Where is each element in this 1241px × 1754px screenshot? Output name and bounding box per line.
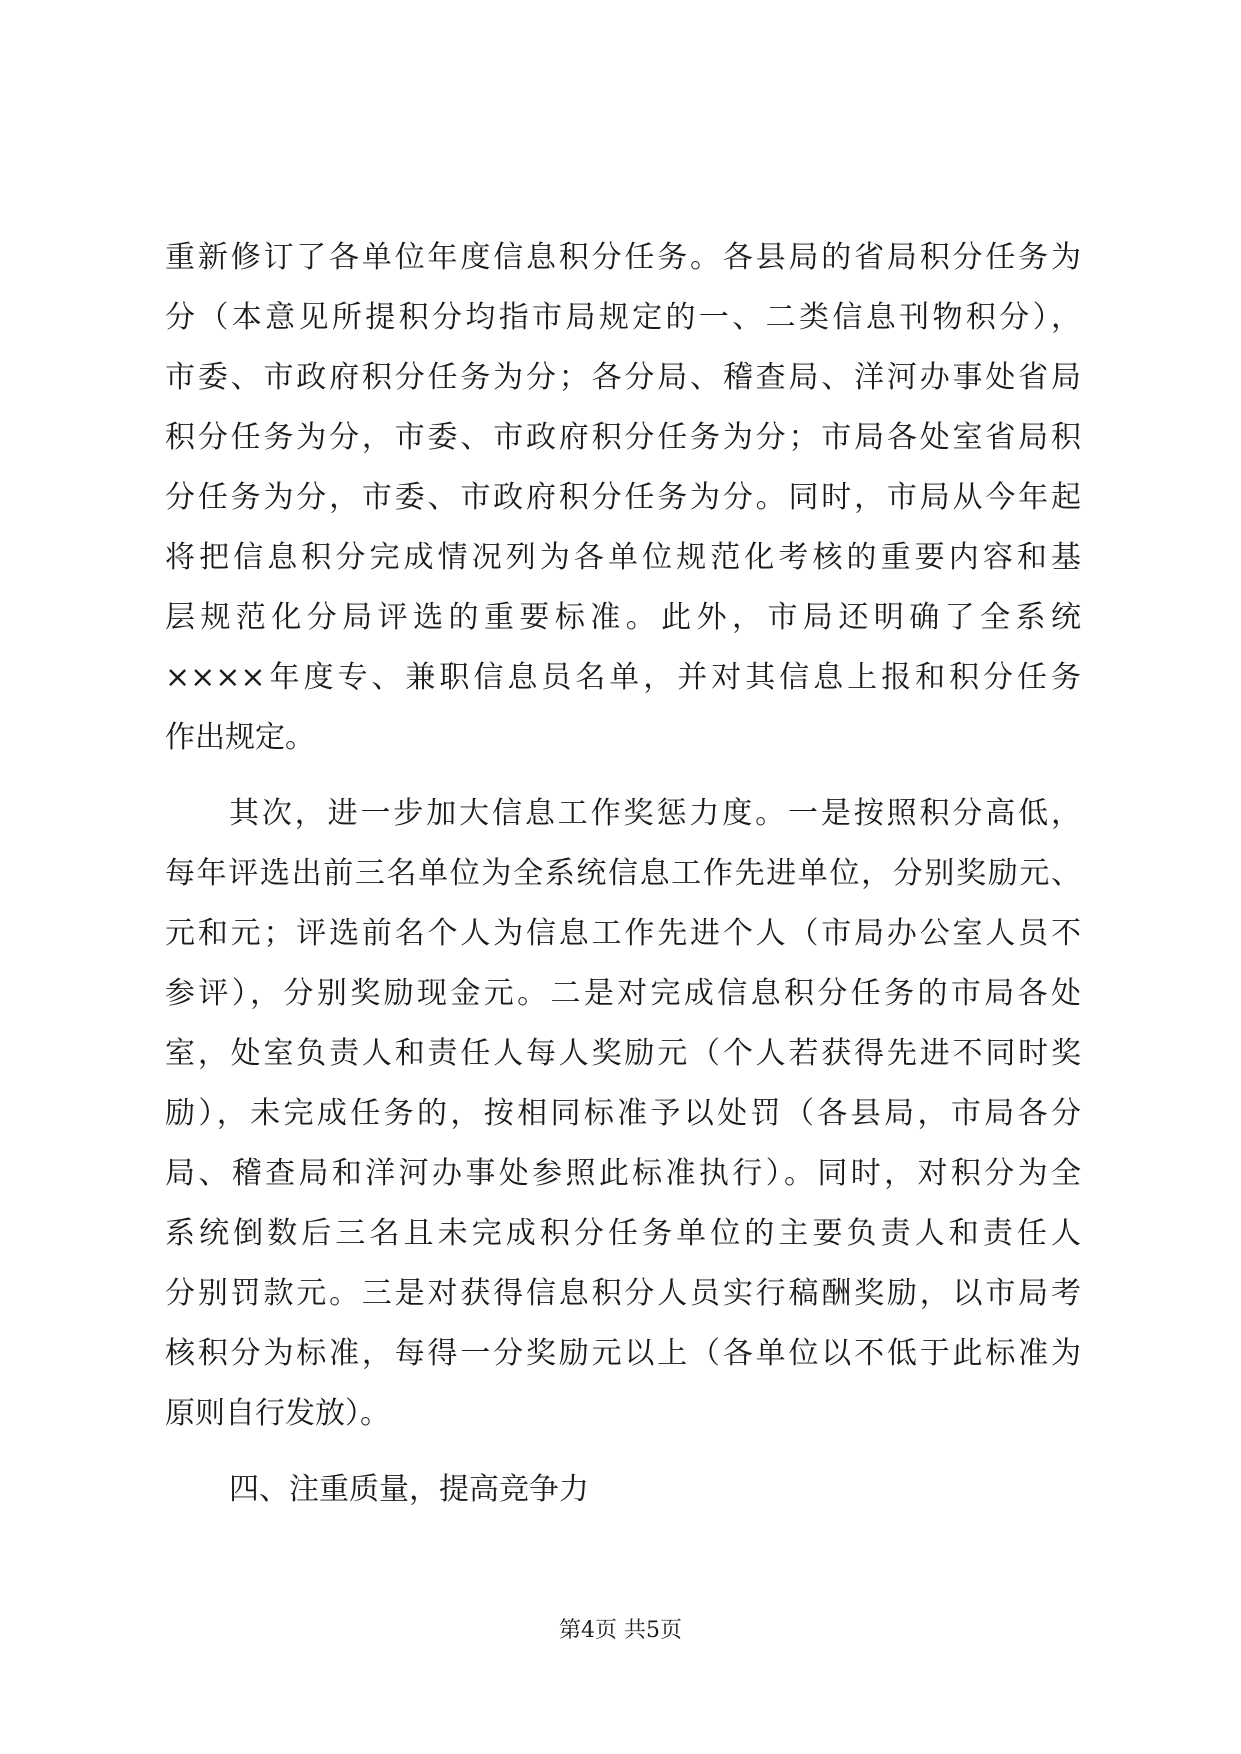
- section-heading: 四、注重质量，提高竞争力: [229, 1472, 589, 1507]
- paragraph-line: 核积分为标准，每得一分奖励元以上（各单位以不低于此标准为: [165, 1336, 1081, 1371]
- paragraph-line: 参评），分别奖励现金元。二是对完成信息积分任务的市局各处: [165, 976, 1081, 1011]
- paragraph-spacer: [165, 768, 1081, 784]
- page-number-footer: 第4页 共5页: [559, 1618, 682, 1643]
- paragraph-spacer: [165, 1444, 1081, 1460]
- paragraph-line: 室，处室负责人和责任人每人奖励元（个人若获得先进不同时奖: [165, 1036, 1081, 1071]
- paragraph-line: 元和元；评选前名个人为信息工作先进个人（市局办公室人员不: [165, 916, 1081, 951]
- paragraph-line: 励），未完成任务的，按相同标准予以处罚（各县局，市局各分: [165, 1096, 1081, 1131]
- paragraph-line: 每年评选出前三名单位为全系统信息工作先进单位，分别奖励元、: [165, 856, 1081, 891]
- paragraph-line: 重新修订了各单位年度信息积分任务。各县局的省局积分任务为: [165, 240, 1081, 275]
- paragraph-line: 其次，进一步加大信息工作奖惩力度。一是按照积分高低，: [229, 796, 1081, 831]
- paragraph-line: 分别罚款元。三是对获得信息积分人员实行稿酬奖励，以市局考: [165, 1276, 1081, 1311]
- paragraph-line: 将把信息积分完成情况列为各单位规范化考核的重要内容和基: [165, 540, 1081, 575]
- paragraph-1: [165, 228, 1081, 768]
- paragraph-line: 局、稽查局和洋河办事处参照此标准执行）。同时，对积分为全: [165, 1156, 1081, 1191]
- paragraph-line: 积分任务为分，市委、市政府积分任务为分；市局各处室省局积: [165, 420, 1081, 455]
- paragraph-line: 层规范化分局评选的重要标准。此外，市局还明确了全系统: [165, 600, 1081, 635]
- paragraph-2: [165, 784, 1081, 1444]
- paragraph-line: ××××年度专、兼职信息员名单，并对其信息上报和积分任务: [165, 660, 1081, 695]
- paragraph-line: 分任务为分，市委、市政府积分任务为分。同时，市局从今年起: [165, 480, 1081, 515]
- paragraph-line: 系统倒数后三名且未完成积分任务单位的主要负责人和责任人: [165, 1216, 1081, 1251]
- paragraph-line: 市委、市政府积分任务为分；各分局、稽查局、洋河办事处省局: [165, 360, 1081, 395]
- document-body: [165, 228, 1081, 1520]
- paragraph-line: 原则自行发放）。: [165, 1396, 390, 1431]
- paragraph-line: 分（本意见所提积分均指市局规定的一、二类信息刊物积分），: [165, 300, 1081, 335]
- paragraph-line: 作出规定。: [165, 720, 315, 755]
